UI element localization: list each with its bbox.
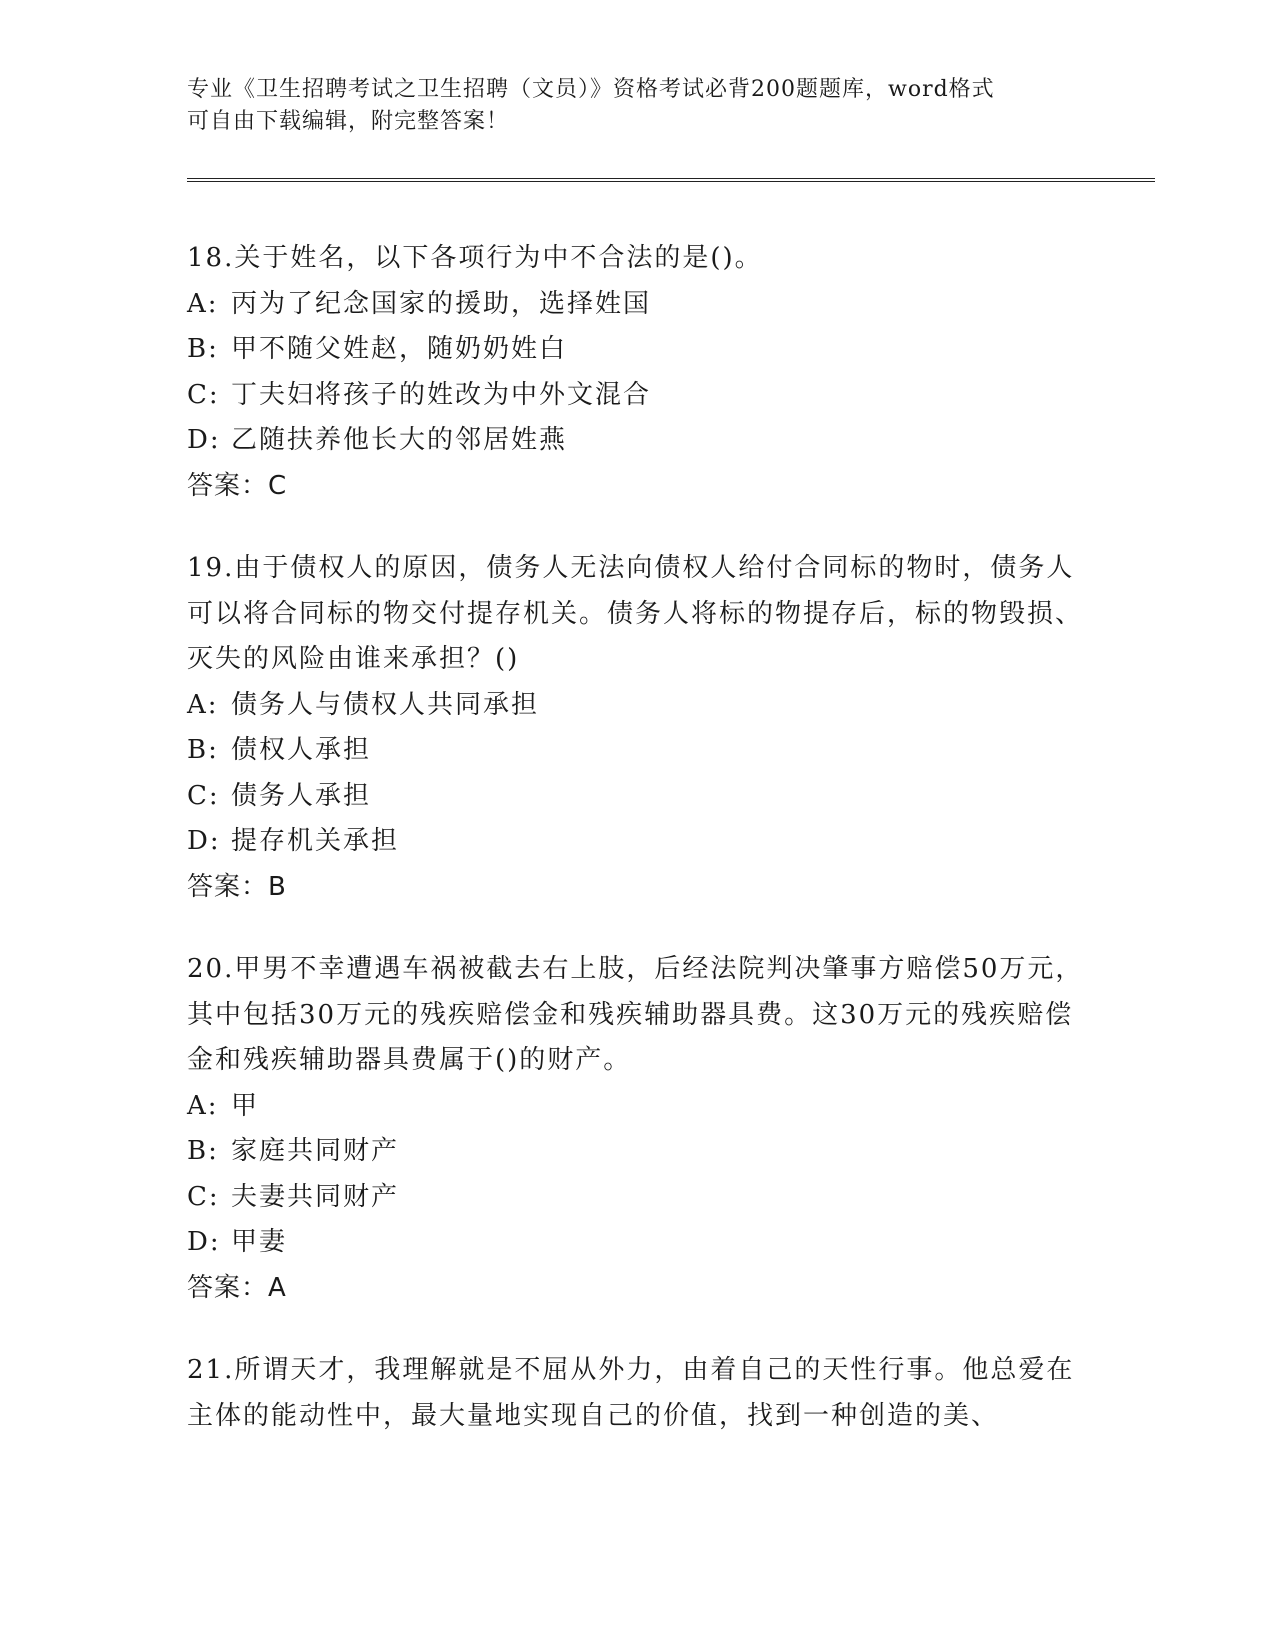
option-c <box>187 373 1087 419</box>
option-b <box>187 728 1087 774</box>
option-text: 丁夫妇将孩子的姓改为中外文混合 <box>231 379 652 410</box>
option-key: A: <box>187 689 219 720</box>
option-b <box>187 327 1087 373</box>
option-text: 甲不随父姓赵，随奶奶姓白 <box>231 334 568 364</box>
document-header <box>187 74 1067 138</box>
question-stem: 20.甲男不幸遭遇车祸被截去右上肢，后经法院判决肇事方赔偿50万元，其中包括30万元的残疾赔偿金和残疾辅助器具费。这30万元的残疾赔偿金和残疾辅助器具费属于()的财产。 <box>187 954 1084 1075</box>
question-stem: 21.所谓天才，我理解就是不屈从外力，由着自己的天性行事。他总爱在主体的能动性中，最大量地实现自己的价值，找到一种创造的美、 <box>187 1355 1075 1431</box>
answer-line: 答案：A <box>187 1272 287 1303</box>
option-key: A: <box>187 288 219 319</box>
question-21 <box>187 1348 1087 1439</box>
question-stem: 19.由于债权人的原因，债务人无法向债权人给付合同标的物时，债务人可以将合同标的物交付提存机关。债务人将标的物提存后，标的物毁损、灭失的风险由谁来承担？() <box>187 553 1084 674</box>
option-d <box>187 418 1087 464</box>
header-divider <box>187 178 1155 182</box>
option-key: A: <box>187 1090 219 1121</box>
option-a <box>187 683 1087 729</box>
option-text: 债务人与债权人共同承担 <box>231 689 540 720</box>
option-key: C: <box>187 379 220 410</box>
answer-line: 答案：B <box>187 871 287 902</box>
option-text: 家庭共同财产 <box>231 1136 400 1166</box>
option-b <box>187 1129 1087 1175</box>
question-list <box>187 236 1087 1476</box>
option-key: C: <box>187 1181 220 1212</box>
option-text: 夫妻共同财产 <box>231 1181 400 1212</box>
option-key: D: <box>187 826 221 856</box>
option-key: C: <box>187 780 220 811</box>
option-text: 甲 <box>231 1090 260 1121</box>
option-key: D: <box>187 1227 221 1257</box>
question-stem: 18.关于姓名，以下各项行为中不合法的是()。 <box>187 243 763 273</box>
option-text: 提存机关承担 <box>231 826 400 856</box>
option-text: 甲妻 <box>231 1227 288 1257</box>
header-title-line-1: 专业《卫生招聘考试之卫生招聘（文员）》资格考试必背200题题库，word格式 <box>187 77 995 102</box>
option-d <box>187 819 1087 865</box>
option-a <box>187 1084 1087 1130</box>
question-19 <box>187 546 1087 910</box>
option-key: B: <box>187 334 219 364</box>
option-a <box>187 282 1087 328</box>
option-key: D: <box>187 425 221 455</box>
option-c <box>187 1175 1087 1221</box>
option-key: B: <box>187 735 219 765</box>
option-key: B: <box>187 1136 219 1166</box>
option-text: 乙随扶养他长大的邻居姓燕 <box>231 425 568 455</box>
option-text: 债权人承担 <box>231 735 372 765</box>
option-text: 债务人承担 <box>231 780 372 811</box>
question-20 <box>187 947 1087 1311</box>
answer-line: 答案：C <box>187 470 288 501</box>
option-c <box>187 774 1087 820</box>
option-text: 丙为了纪念国家的援助，选择姓国 <box>231 288 652 319</box>
header-title-line-2: 可自由下载编辑，附完整答案！ <box>187 109 510 134</box>
question-18 <box>187 236 1087 509</box>
option-d <box>187 1220 1087 1266</box>
